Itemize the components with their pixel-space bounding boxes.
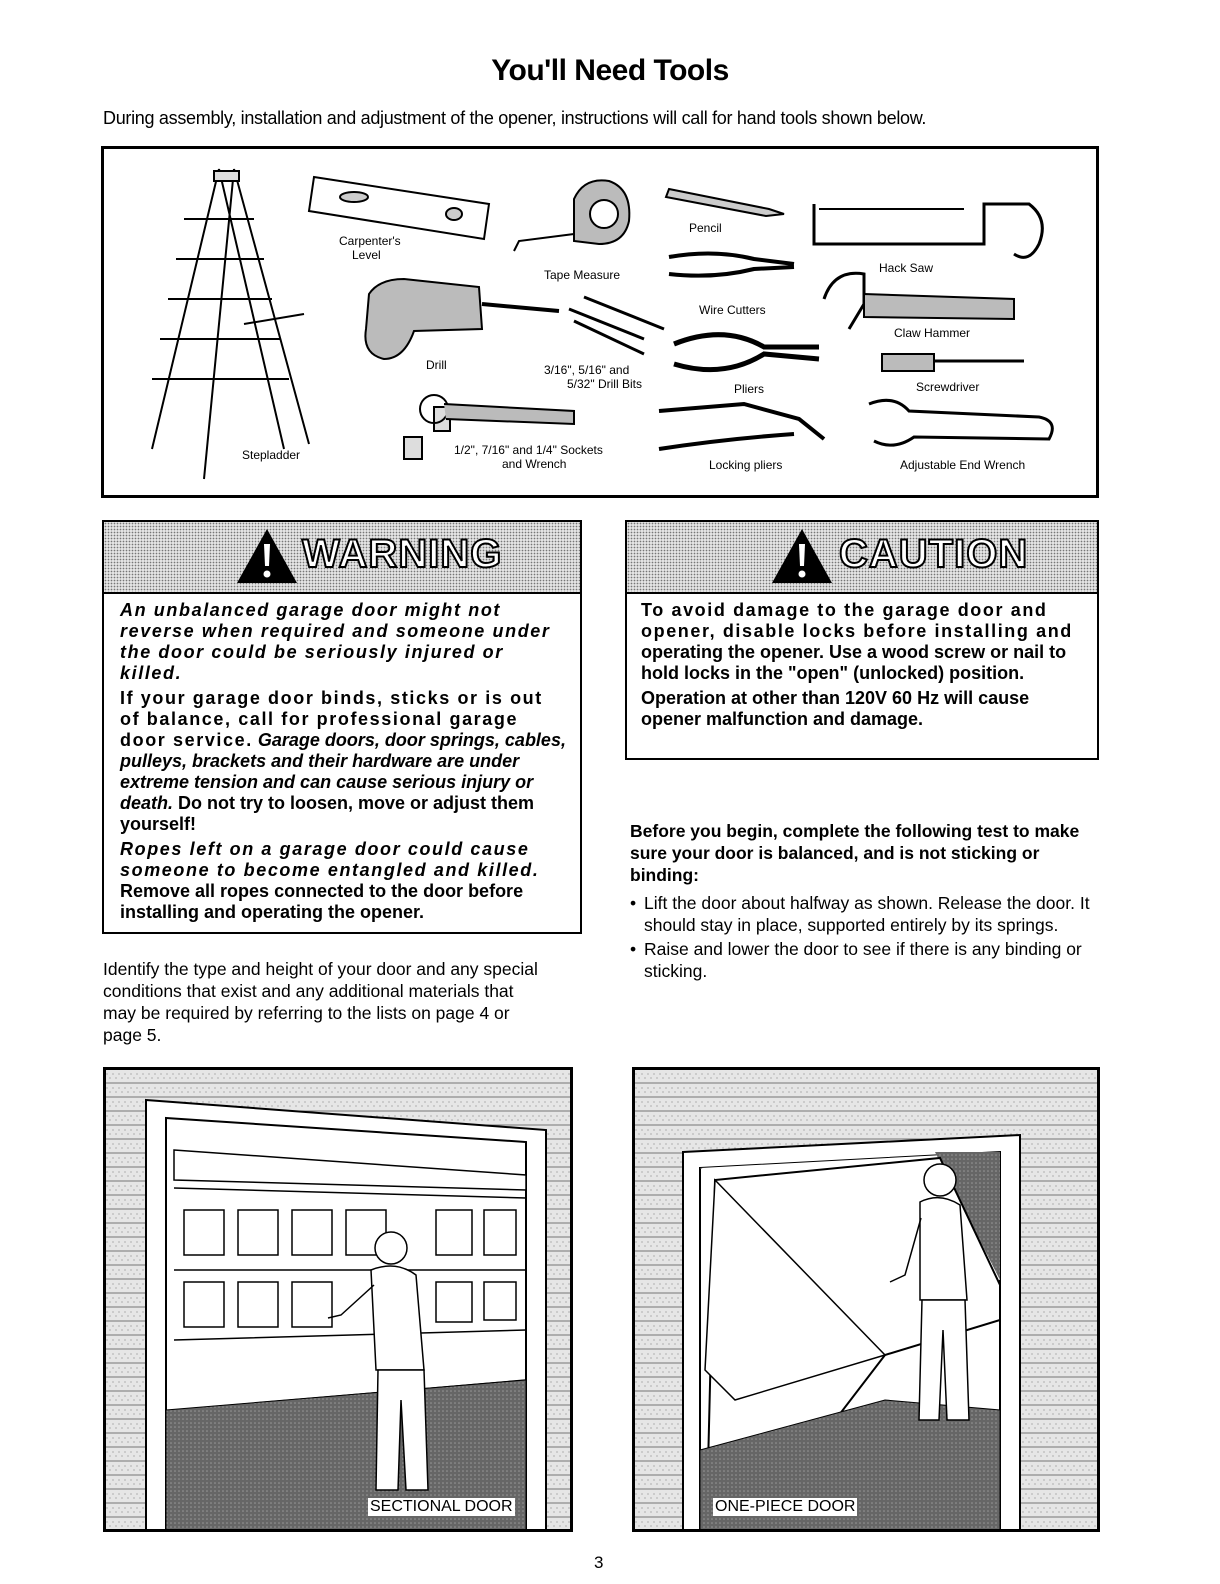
sectional-door-drawing [106, 1070, 573, 1532]
list-item: • Lift the door about halfway as shown. Release the door. It should stay in place, supported entirely by its springs. [630, 893, 1090, 935]
warning-paragraph-3b: Remove all ropes connected to the door before installing and operating the opener. [120, 881, 524, 922]
screwdriver-icon [882, 354, 1024, 371]
pencil-icon [666, 189, 784, 216]
level-label-line2: Level [352, 248, 381, 262]
drill-bits-label-line1: 3/16", 5/16" and [544, 363, 630, 377]
locking-pliers-icon [659, 404, 824, 449]
page-number: 3 [594, 1553, 604, 1572]
sectional-door-caption: SECTIONAL DOOR [370, 1498, 513, 1515]
one-piece-door-caption: ONE-PIECE DOOR [715, 1498, 856, 1515]
drill-bits-icon [569, 297, 664, 354]
tools-illustration [101, 146, 1099, 498]
pencil-label: Pencil [689, 221, 722, 235]
drill-label: Drill [426, 358, 447, 372]
caution-triangle-icon [769, 526, 835, 586]
warning-box [102, 520, 582, 934]
one-piece-door-drawing [635, 1070, 1100, 1532]
warning-header [104, 522, 580, 594]
caution-box [625, 520, 1099, 760]
list-item: • Raise and lower the door to see if there is any binding or sticking. [630, 939, 1082, 981]
warning-paragraph-2c: Do not try to loosen, move or adjust them yourself! [120, 793, 535, 834]
stepladder-icon [152, 169, 309, 479]
stepladder-label: Stepladder [242, 448, 301, 462]
warning-paragraph-3a: Ropes left on a garage door could cause someone to become entangled and killed. [120, 839, 540, 880]
claw-hammer-label: Claw Hammer [894, 326, 971, 340]
caution-paragraph-1b: operating the opener. Use a wood screw or nail to hold locks in the "open" (unlocked) position. [641, 642, 1067, 683]
one-piece-door-figure [632, 1067, 1100, 1532]
locking-pliers-label: Locking pliers [709, 458, 783, 472]
hack-saw-label: Hack Saw [879, 261, 934, 275]
adjustable-wrench-icon [869, 400, 1052, 445]
claw-hammer-icon [824, 273, 1014, 329]
caution-paragraph-2: Operation at other than 120V 60 Hz will cause opener malfunction and damage. [641, 688, 1030, 729]
drill-icon [365, 279, 559, 359]
balance-test-list [630, 892, 1090, 982]
drill-bits-label-line2: 5/32" Drill Bits [567, 377, 642, 391]
warning-triangle-icon [234, 526, 300, 586]
pliers-icon [674, 335, 819, 370]
caution-header [627, 522, 1097, 594]
tape-measure-icon [514, 180, 629, 251]
caution-label: CAUTION [839, 532, 1029, 576]
caution-paragraph-1a: To avoid damage to the garage door and opener, disable locks before installing and [641, 600, 1073, 641]
pliers-label: Pliers [734, 382, 765, 396]
page-title: You'll Need Tools [491, 54, 729, 87]
intro-text: During assembly, installation and adjustment of the opener, instructions will call for hand tools shown below. [103, 108, 927, 128]
sockets-label-line1: 1/2", 7/16" and 1/4" Sockets [454, 443, 603, 457]
screwdriver-label: Screwdriver [916, 380, 980, 394]
hack-saw-icon [814, 204, 1042, 257]
tape-measure-label: Tape Measure [544, 268, 621, 282]
identify-door-text: Identify the type and height of your door and any special conditions that exist and any additional materials that may be required by referring to the lists on page 4 or page 5. [103, 959, 538, 1045]
wire-cutters-icon [669, 253, 794, 275]
warning-paragraph-2b: Garage doors, door springs, cables, pulleys, brackets and their hardware are under extreme tension and can cause serious injury or death. [120, 730, 566, 813]
warning-label: WARNING [302, 532, 503, 576]
warning-paragraph-1: An unbalanced garage door might not reverse when required and someone under the door could be seriously injured or killed. [120, 600, 551, 683]
balance-test-heading: Before you begin, complete the following test to make sure your door is balanced, and is not sticking or binding: [630, 821, 1080, 885]
adjustable-wrench-label: Adjustable End Wrench [900, 458, 1026, 472]
warning-paragraph-2a: If your garage door binds, sticks or is out of balance, call for professional garage door service. [120, 688, 543, 750]
wire-cutters-label: Wire Cutters [699, 303, 766, 317]
sockets-label-line2: and Wrench [502, 457, 567, 471]
level-icon [309, 177, 489, 239]
sectional-door-figure [103, 1067, 573, 1532]
balance-test-section [630, 820, 1090, 984]
level-label-line1: Carpenter's [339, 234, 401, 248]
